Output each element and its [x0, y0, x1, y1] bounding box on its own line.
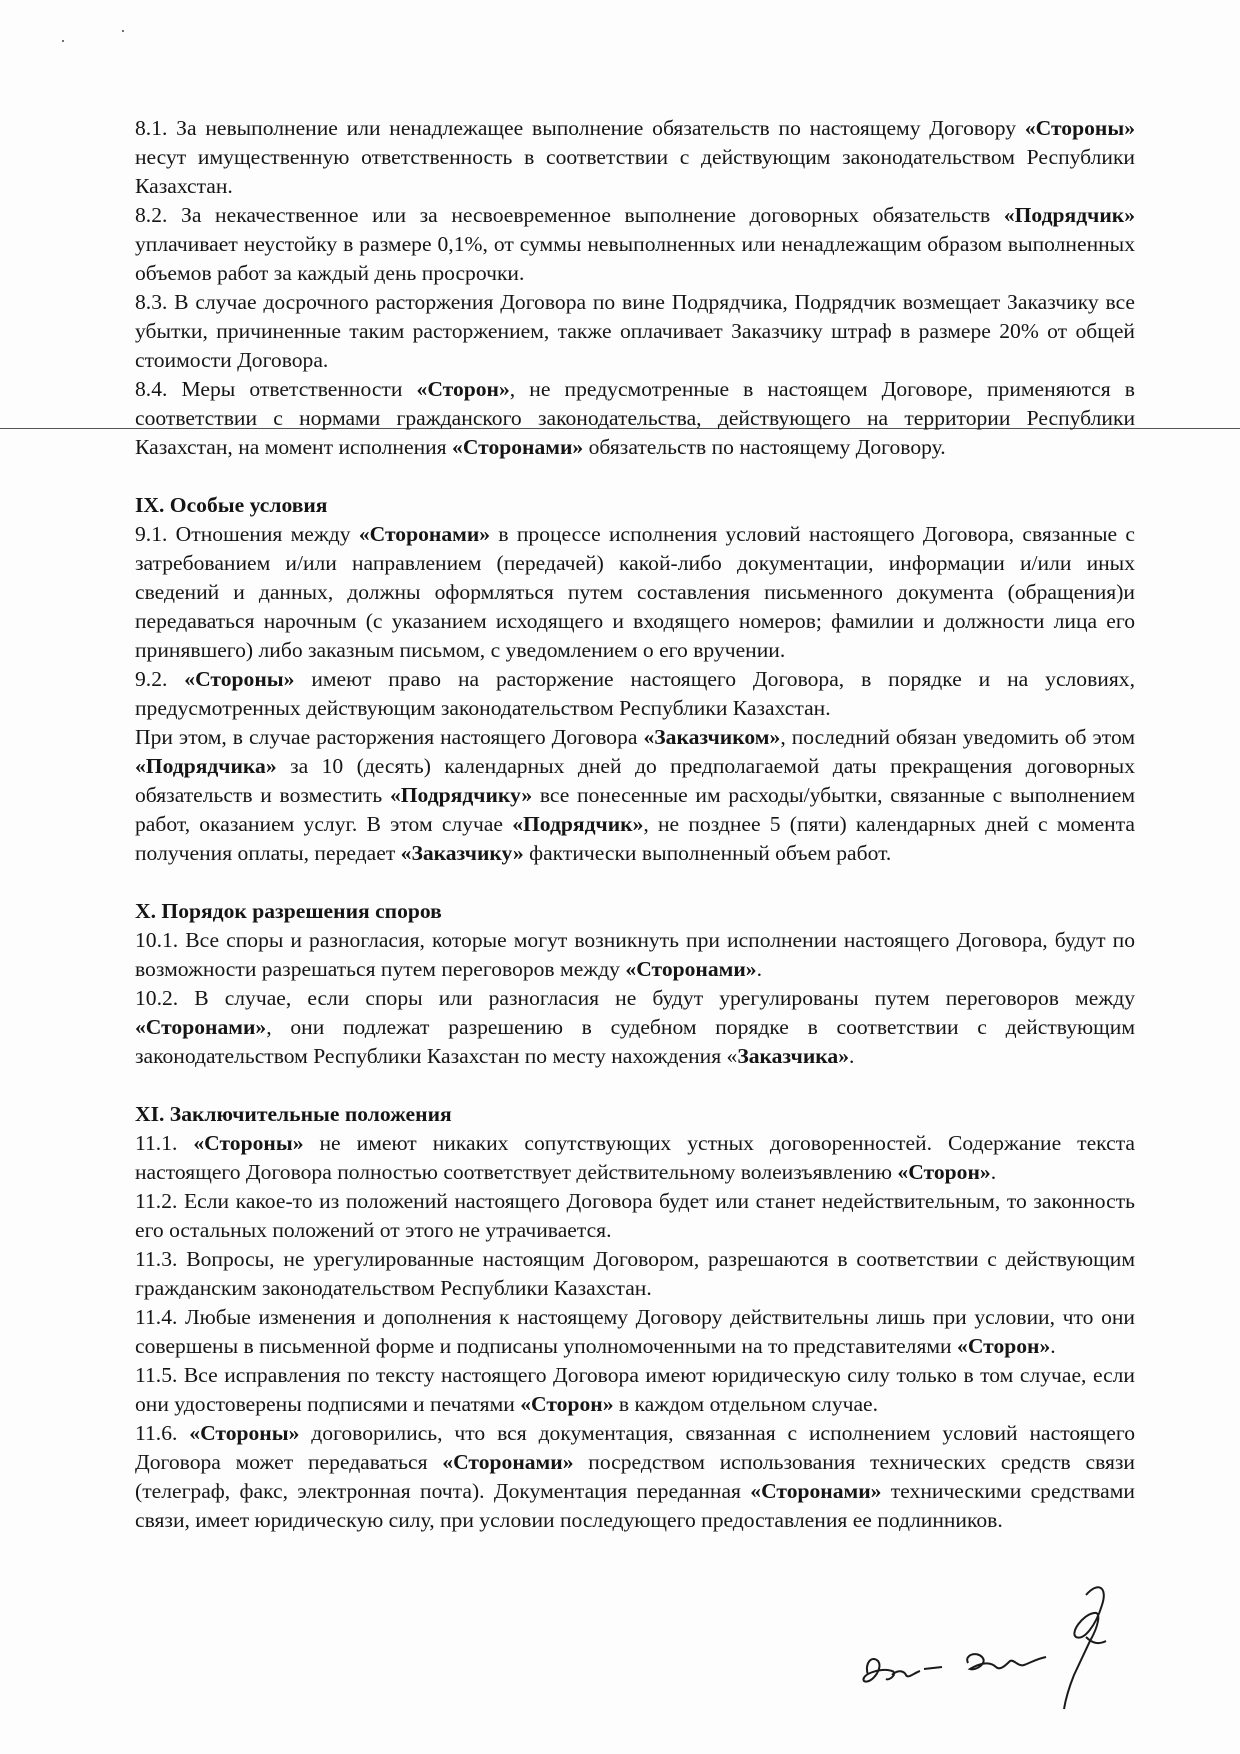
- bold-term: «Стороны»: [189, 1421, 300, 1445]
- text-run: за 10 (десять) календарных дней до предполагаемой даты прекращения договорных обязательств и возместить: [135, 754, 1135, 807]
- text-run: , не предусмотренные в настоящем Договоре, применяются в соответствии с нормами гражданского законодательства, действующего на территории Республики Казахстан, на момент исполнения: [135, 377, 1135, 459]
- text-run: 8.2. За некачественное или за несвоевременное выполнение договорных обязательств: [135, 203, 1004, 227]
- document-body: [135, 114, 1135, 1535]
- section-10-heading: X. Порядок разрешения споров: [135, 899, 442, 923]
- bold-term: «Стороны»: [1024, 116, 1135, 140]
- text-run: 10.2. В случае, если споры или разногласия не будут урегулированы путем переговоров между: [135, 986, 1135, 1010]
- text-run: техническими средствами связи, имеет юридическую силу, при условии последующего предоставления ее подлинников.: [135, 1479, 1135, 1532]
- section-9-heading: IX. Особые условия: [135, 493, 328, 517]
- text-run: .: [1050, 1334, 1056, 1358]
- bold-term: «Сторон»: [957, 1334, 1051, 1358]
- clause-paragraph: [135, 1187, 1135, 1245]
- clause-paragraph: [135, 984, 1135, 1071]
- bold-term: «Подрядчик»: [1003, 203, 1135, 227]
- bold-term: «Сторон»: [520, 1392, 614, 1416]
- text-run: фактически выполненный объем работ.: [523, 841, 892, 865]
- text-run: 9.2.: [135, 667, 185, 691]
- bold-term: «Заказчиком»: [643, 725, 781, 749]
- clause-paragraph: [135, 114, 1135, 201]
- clause-paragraph: [135, 926, 1135, 984]
- text-run: 11.6.: [135, 1421, 190, 1445]
- scan-speck: [62, 40, 64, 42]
- clause-paragraph: [135, 1419, 1135, 1535]
- clause-paragraph: [135, 1303, 1135, 1361]
- bold-term: «Сторонами»: [442, 1450, 574, 1474]
- text-run: При этом, в случае расторжения настоящего Договора: [135, 725, 644, 749]
- clause-paragraph: [135, 201, 1135, 288]
- clause-paragraph: [135, 723, 1135, 868]
- bold-term: «Сторон»: [416, 377, 510, 401]
- bold-term: «Сторонами»: [135, 1015, 267, 1039]
- text-run: договорились, что вся документация, связанная с исполнением условий настоящего Договора может передаваться: [135, 1421, 1135, 1474]
- clause-paragraph: [135, 375, 1135, 462]
- clause-paragraph: [135, 665, 1135, 723]
- text-run: имеют право на расторжение настоящего Договора, в порядке и на условиях, предусмотренных действующим законодательством Республики Казахстан.: [135, 667, 1135, 720]
- text-run: в каждом отдельном случае.: [613, 1392, 879, 1416]
- text-run: уплачивает неустойку в размере 0,1%, от суммы невыполненных или ненадлежащим образом выполненных объемов работ за каждый день просрочки.: [135, 232, 1135, 285]
- bold-term: «Стороны»: [184, 667, 295, 691]
- bold-term: «Сторон»: [897, 1160, 991, 1184]
- clause-paragraph: [135, 1245, 1135, 1303]
- text-run: в процессе исполнения условий настоящего Договора, связанные с затребованием и/или направлением (передачей) какой-либо документации, информации и/или иных сведений и данных, должны оформляться путем составления письменного документа (обращения)и передаваться нарочным (с указанием исходящего и входящего номеров; фамилии и должности лица его принявшего) либо заказным письмом, с уведомлением о его вручении.: [135, 522, 1135, 662]
- text-run: .: [756, 957, 763, 981]
- text-run: 8.4. Меры ответственности: [135, 377, 417, 401]
- section-11: [135, 1129, 1135, 1535]
- text-run: посредством использования технических средств связи (телеграф, факс, электронная почта). Документация переданная: [135, 1450, 1135, 1503]
- text-run: 8.3. В случае досрочного расторжения Договора по вине Подрядчика, Подрядчик возмещает Заказчику все убытки, причиненные таким расторжением, также оплачивает Заказчику штраф в размере 20% от общей стоимости Договора.: [135, 290, 1135, 372]
- text-run: несут имущественную ответственность в соответствии с действующим законодательством Республики Казахстан.: [135, 145, 1135, 198]
- text-run: не имеют никаких сопутствующих устных договоренностей. Содержание текста настоящего Договора полностью соответствует действительному волеизъявлению: [135, 1131, 1135, 1184]
- clause-paragraph: [135, 520, 1135, 665]
- text-run: 10.1. Все споры и разногласия, которые могут возникнуть при исполнении настоящего Договора, будут по возможности разрешаться путем переговоров между: [135, 928, 1135, 981]
- text-run: 11.4. Любые изменения и дополнения к настоящему Договору действительны лишь при условии, что они совершены в письменной форме и подписаны уполномоченными на то представителями: [135, 1305, 1135, 1358]
- text-run: , последний обязан уведомить об этом: [780, 725, 1135, 749]
- bold-term: «Подрядчик»: [512, 812, 644, 836]
- bold-term: Заказчика»: [737, 1044, 850, 1068]
- clause-paragraph: [135, 1129, 1135, 1187]
- text-run: 11.3. Вопросы, не урегулированные настоящим Договором, разрешаются в соответствии с действующим гражданским законодательством Республики Казахстан.: [135, 1247, 1135, 1300]
- clause-paragraph: [135, 1361, 1135, 1419]
- text-run: 8.1. За невыполнение или ненадлежащее выполнение обязательств по настоящему Договору: [135, 116, 1025, 140]
- clause-paragraph: [135, 288, 1135, 375]
- section-8: [135, 114, 1135, 462]
- bold-term: «Подрядчику»: [389, 783, 533, 807]
- text-run: 11.2. Если какое-то из положений настоящего Договора будет или станет недействительным, то законность его остальных положений от этого не утрачивается.: [135, 1189, 1135, 1242]
- text-run: 11.1.: [135, 1131, 194, 1155]
- text-run: .: [849, 1044, 855, 1068]
- section-9: [135, 520, 1135, 868]
- text-run: обязательств по настоящему Договору.: [583, 435, 946, 459]
- section-10: [135, 926, 1135, 1071]
- text-run: .: [990, 1160, 997, 1184]
- bold-term: «Заказчику»: [400, 841, 524, 865]
- bold-term: «Стороны»: [193, 1131, 304, 1155]
- text-run: все понесенные им расходы/убытки, связанные с выполнением работ, оказанием услуг. В этом случае: [135, 783, 1135, 836]
- bold-term: «Сторонами»: [452, 435, 584, 459]
- text-run: , не позднее 5 (пяти) календарных дней с момента получения оплаты, передает: [135, 812, 1135, 865]
- bold-term: «Подрядчика»: [135, 754, 277, 778]
- text-run: 11.5. Все исправления по тексту настоящего Договора имеют юридическую силу только в том случае, если они удостоверены подписями и печатями: [135, 1363, 1135, 1416]
- section-11-heading: XI. Заключительные положения: [135, 1102, 452, 1126]
- bold-term: «Сторонами»: [750, 1479, 882, 1503]
- text-run: 9.1. Отношения между: [135, 522, 359, 546]
- bold-term: «Сторонами»: [358, 522, 491, 546]
- handwritten-signatures: [840, 1575, 1200, 1754]
- text-run: , они подлежат разрешению в судебном порядке в соответствии с действующим законодательством Республики Казахстан по месту нахождения «: [135, 1015, 1135, 1068]
- scan-speck: [122, 30, 124, 32]
- bold-term: «Сторонами»: [625, 957, 757, 981]
